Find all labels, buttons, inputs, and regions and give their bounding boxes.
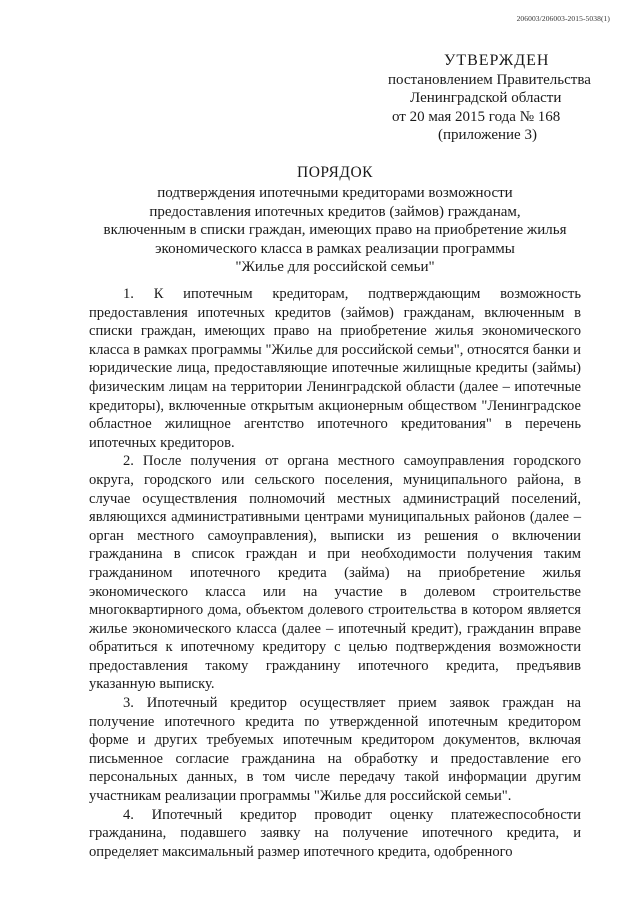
approval-block xyxy=(388,52,618,145)
approval-line: постановлением Правительства xyxy=(388,71,591,88)
document-body xyxy=(89,285,581,861)
subtitle-line: экономического класса в рамках реализации программы xyxy=(155,240,515,257)
approval-line: Ленинградской области xyxy=(410,90,562,106)
document-subtitle xyxy=(90,184,580,277)
paragraph-1: 1. К ипотечным кредиторам, подтверждающим возможность предоставления ипотечных кредитов (займов) гражданам, включенным в списки граждан, имеющих право на приобретение жилья экономического класса в рамках программы "Жилье для российской семьи", относятся банки и юридические лица, предоставляющие ипотечные жилищные кредиты (займы) физическим лицам на территории Ленинградской области (далее – ипотечные кредиторы), включенные открытым акционерным обществом "Ленинградское областное жилищное агентство ипотечного кредитования" в перечень ипотечных кредиторов. xyxy=(89,286,581,451)
document-title: ПОРЯДОК xyxy=(297,164,373,181)
paragraph-3: 3. Ипотечный кредитор осуществляет прием заявок граждан на получение ипотечного кредита по утвержденной ипотечным кредитором форме и других требуемых ипотечным кредитором документов, включая письменное согласие гражданина на обработку и предоставление его персональных данных, в том числе передачу такой информации другим участникам реализации программы "Жилье для российской семьи". xyxy=(89,695,581,805)
subtitle-line: предоставления ипотечных кредитов (займов) гражданам, xyxy=(149,203,521,220)
approval-appendix-line: (приложение 3) xyxy=(438,127,537,143)
paragraph-4: 4. Ипотечный кредитор проводит оценку платежеспособности гражданина, подавшего заявку на получение ипотечного кредита, и определяет максимальный размер ипотечного кредита, одобренного xyxy=(89,806,581,860)
subtitle-line: "Жилье для российской семьи" xyxy=(235,259,435,275)
document-id: 206003/206003-2015-5038(1) xyxy=(516,14,610,23)
subtitle-line: включенным в списки граждан, имеющих право на приобретение жилья xyxy=(103,222,567,238)
approval-date-line: от 20 мая 2015 года № 168 xyxy=(392,108,561,125)
approval-heading: УТВЕРЖДЕН xyxy=(444,52,550,69)
paragraph-2: 2. После получения от органа местного самоуправления городского округа, городского или сельского поселения, муниципального района, в случае осуществления полномочий местных администраций поселений, являющихся административными центрами муниципальных районов (далее – орган местного самоуправления), выписки из решения о включении гражданина в список граждан и при необходимости получения таким гражданином ипотечного кредита (займа) на приобретение жилья экономического класса или на участие в долевом строительстве многоквартирного дома, объектом долевого строительства в котором является жилье экономического класса (далее – ипотечный кредит), гражданин вправе обратиться к ипотечному кредитору с целью подтверждения возможности предоставления такому гражданину ипотечного кредита, предъявив указанную выписку. xyxy=(89,453,581,693)
subtitle-line: подтверждения ипотечными кредиторами возможности xyxy=(157,185,513,201)
